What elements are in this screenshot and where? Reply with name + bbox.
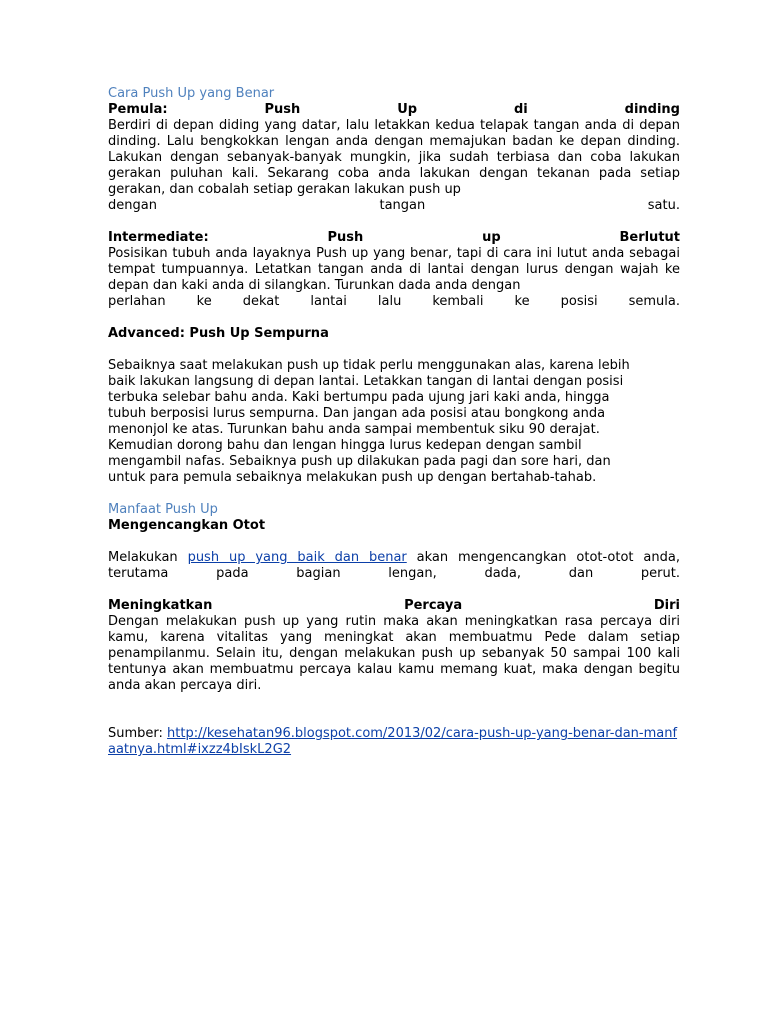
tone-tail: terutama pada bagian lengan, dada, dan perut. [108,566,680,581]
tone-suffix: akan mengencangkan otot-otot anda, [406,550,680,565]
advanced-title: Advanced: Push Up Sempurna [108,326,329,341]
advanced-line: terbuka selebar bahu anda. Kaki bertumpu pada ujung jari kaki anda, hingga [108,390,610,405]
intermediate-title: Intermediate: Push up Berlutut [108,230,680,245]
source-url-link[interactable]: http://kesehatan96.blogspot.com/2013/02/cara-push-up-yang-benar-dan-manfaatnya.html#ixzz4bIskL2G2 [108,726,678,757]
spacer [108,582,680,598]
advanced-line: mengambil nafas. Sebaiknya push up dilakukan pada pagi dan sore hari, dan [108,454,611,469]
intermediate-tail: perlahan ke dekat lantai lalu kembali ke posisi semula. [108,294,680,309]
push-up-link[interactable]: push up yang baik dan benar [187,550,407,565]
document-page [108,86,680,758]
tone-title: Mengencangkan Otot [108,518,266,533]
advanced-line: menonjol ke atas. Turunkan bahu anda sampai membentuk siku 90 derajat. [108,422,600,437]
beginner-body: Berdiri di depan diding yang datar, lalu letakkan kedua telapak tangan anda di depan dinding. Lalu bengkokkan lengan anda dengan memajukan badan ke depan dinding. Lakukan dengan sebanyak-banyak mungkin, jika sudah terbiasa dan coba lakukan gerakan puluhan kali. Sekarang coba anda lakukan dengan tekanan pada setiap gerakan, dan cobalah setiap gerakan lakukan push up [108,118,680,197]
source-line [108,726,680,758]
advanced-line: baik lakukan langsung di depan lantai. Letakkan tangan di lantai dengan posisi [108,374,624,389]
tone-body [108,550,680,566]
spacer [108,694,680,726]
spacer [108,486,680,502]
advanced-body [108,358,680,486]
advanced-line: untuk para pemula sebaiknya melakukan push up dengan bertahab-tahab. [108,470,597,485]
section-heading-manfaat: Manfaat Push Up [108,502,218,517]
tone-prefix: Melakukan [108,550,188,565]
advanced-line: tubuh berposisi lurus sempurna. Dan jangan ada posisi atau bongkong anda [108,406,606,421]
beginner-tail: dengan tangan satu. [108,198,680,213]
spacer [108,310,680,326]
spacer [108,214,680,230]
advanced-line: Kemudian dorong bahu dan lengan hingga lurus kedepan dengan sambil [108,438,582,453]
confidence-body: Dengan melakukan push up yang rutin maka akan meningkatkan rasa percaya diri kamu, karena vitalitas yang meningkat akan membuatmu Pede dalam setiap penampilanmu. Selain itu, dengan melakukan push up sebanyak 50 sampai 100 kali tentunya akan membuatmu percaya kalau kamu memang kuat, maka dengan begitu anda akan percaya diri. [108,614,680,693]
confidence-title: Meningkatkan Percaya Diri [108,598,680,613]
beginner-title: Pemula: Push Up di dinding [108,102,680,117]
advanced-line: Sebaiknya saat melakukan push up tidak perlu menggunakan alas, karena lebih [108,358,630,373]
intermediate-body: Posisikan tubuh anda layaknya Push up yang benar, tapi di cara ini lutut anda sebagai tempat tumpuannya. Letatkan tangan anda di lantai dengan lurus dengan wajah ke depan dan kaki anda di silangkan. Turunkan dada anda dengan [108,246,680,293]
spacer [108,534,680,550]
section-heading-cara-push-up: Cara Push Up yang Benar [108,86,275,101]
spacer [108,342,680,358]
source-label: Sumber: [108,726,168,741]
